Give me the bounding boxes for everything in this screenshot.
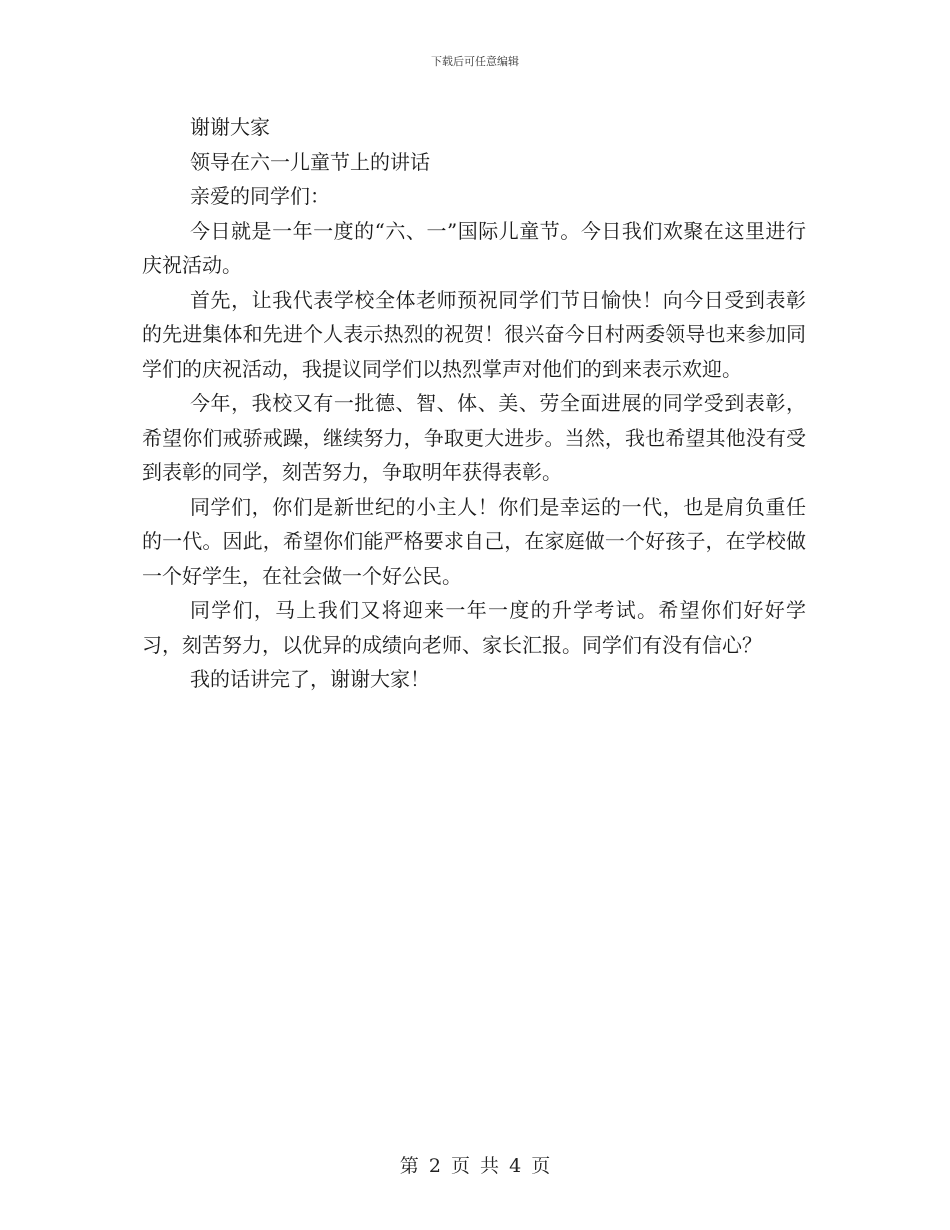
page-header-note: 下载后可任意编辑 [431,55,519,68]
paragraph-conclusion: 我的话讲完了，谢谢大家！ [190,667,430,691]
paragraph-commendation: 今年，我校又有一批德、智、体、美、劳全面进展的同学受到表彰，希望你们戒骄戒躁，继续努力，争取更大进步。当然，我也希望其他没有受到表彰的同学，刻苦努力，争取明年获得表彰。 [142,391,806,484]
page-label-suffix: 页 [531,1155,551,1177]
page-label-mid1: 页 [450,1155,470,1177]
document-body [142,110,806,697]
total-pages-number: 4 [509,1155,522,1177]
current-page-number: 2 [428,1155,441,1177]
paragraph-intro: 今日就是一年一度的“六、一”国际儿童节。今日我们欢聚在这里进行庆祝活动。 [142,218,806,277]
salutation: 亲爱的同学们： [190,184,330,208]
paragraph-exams: 同学们，马上我们又将迎来一年一度的升学考试。希望你们好好学习，刻苦努力，以优异的成绩向老师、家长汇报。同学们有没有信心？ [142,598,806,657]
page-label-mid2: 共 [480,1155,500,1177]
paragraph-greetings: 首先，让我代表学校全体老师预祝同学们节日愉快！向今日受到表彰的先进集体和先进个人表示热烈的祝贺！很兴奋今日村两委领导也来参加同学们的庆祝活动，我提议同学们以热烈掌声对他们的到来表示欢迎。 [142,287,806,381]
paragraph-closing-thanks: 谢谢大家 [190,115,270,139]
speech-title: 领导在六一儿童节上的讲话 [190,149,430,174]
page-number-footer [0,1151,950,1178]
paragraph-expectations: 同学们，你们是新世纪的小主人！你们是幸运的一代，也是肩负重任的一代。因此，希望你们能严格要求自己，在家庭做一个好孩子，在学校做一个好学生，在社会做一个好公民。 [142,494,806,588]
page-label-prefix: 第 [399,1155,419,1177]
